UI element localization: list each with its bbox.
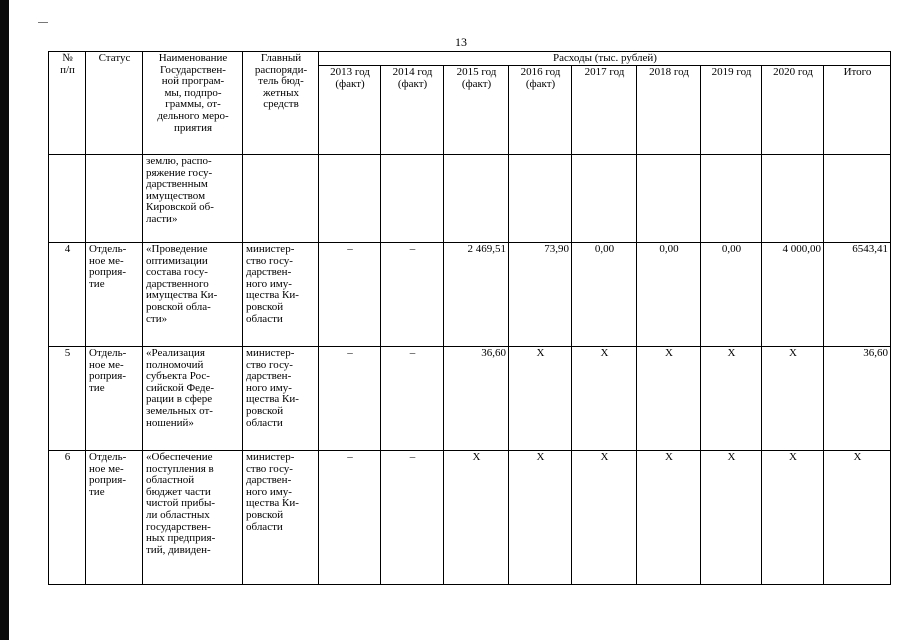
col-header-expenses: Расходы (тыс. рублей) [319,52,891,66]
value-cell: X [509,347,572,451]
value-cell: X [572,347,637,451]
scan-mark [38,22,48,23]
expenses-table [48,51,891,585]
table-row [49,451,891,585]
value-cell: 73,90 [509,243,572,347]
row-admin: министер- ство госу- дарствен- ного иму- щества Ки- ровской области [243,243,319,347]
value-cell [762,155,824,243]
value-cell: X [762,451,824,585]
value-cell: – [381,451,444,585]
col-header-year: 2016 год (факт) [509,66,572,155]
row-status: Отдель- ное ме- роприя- тие [86,347,143,451]
row-name: «Проведение оптимизации состава госу- дарственного имущества Ки- ровской обла- сти» [143,243,243,347]
value-cell: X [637,347,701,451]
value-cell: 36,60 [824,347,891,451]
row-number: 5 [49,347,86,451]
col-header-year: 2014 год (факт) [381,66,444,155]
col-header-status: Статус [86,52,143,155]
row-status: Отдель- ное ме- роприя- тие [86,243,143,347]
value-cell: X [509,451,572,585]
col-header-year: 2020 год [762,66,824,155]
row-number [49,155,86,243]
row-status [86,155,143,243]
value-cell: 0,00 [637,243,701,347]
value-cell [701,155,762,243]
value-cell: X [444,451,509,585]
col-header-number: № п/п [49,52,86,155]
col-header-year: 2013 год (факт) [319,66,381,155]
value-cell: X [824,451,891,585]
value-cell [637,155,701,243]
value-cell [381,155,444,243]
row-name: «Обеспечение поступления в областной бюджет части чистой прибы- ли областных государствен- ных предприя- тий, дивиден- [143,451,243,585]
col-header-year: 2015 год (факт) [444,66,509,155]
value-cell [824,155,891,243]
scan-edge [0,0,9,640]
row-admin: министер- ство госу- дарствен- ного иму- щества Ки- ровской области [243,451,319,585]
value-cell: – [319,243,381,347]
col-header-year: 2019 год [701,66,762,155]
value-cell [572,155,637,243]
value-cell: 0,00 [572,243,637,347]
row-admin: министер- ство госу- дарствен- ного иму- щества Ки- ровской области [243,347,319,451]
page-number: 13 [455,35,467,49]
col-header-total: Итого [824,66,891,155]
table-row [49,155,891,243]
value-cell: – [381,347,444,451]
table-row [49,347,891,451]
row-admin [243,155,319,243]
value-cell: – [381,243,444,347]
col-header-year: 2017 год [572,66,637,155]
col-header-admin: Главный распоряди- тель бюд- жетных средств [243,52,319,155]
row-status: Отдель- ное ме- роприя- тие [86,451,143,585]
value-cell: X [572,451,637,585]
value-cell [319,155,381,243]
value-cell: 36,60 [444,347,509,451]
value-cell: X [637,451,701,585]
table-row [49,243,891,347]
value-cell [444,155,509,243]
value-cell: – [319,347,381,451]
value-cell [509,155,572,243]
row-name: «Реализация полномочий субъекта Рос- сийской Феде- рации в сфере земельных от- ношений» [143,347,243,451]
value-cell: X [701,347,762,451]
value-cell: 2 469,51 [444,243,509,347]
row-number: 6 [49,451,86,585]
col-header-year: 2018 год [637,66,701,155]
row-number: 4 [49,243,86,347]
col-header-name: Наименование Государствен- ной програм- мы, подпро- граммы, от- дельного меро- приятия [143,52,243,155]
value-cell: 0,00 [701,243,762,347]
row-name: землю, распо- ряжение госу- дарственным имуществом Кировской об- ласти» [143,155,243,243]
value-cell: X [762,347,824,451]
value-cell: 6543,41 [824,243,891,347]
value-cell: 4 000,00 [762,243,824,347]
value-cell: X [701,451,762,585]
value-cell: – [319,451,381,585]
